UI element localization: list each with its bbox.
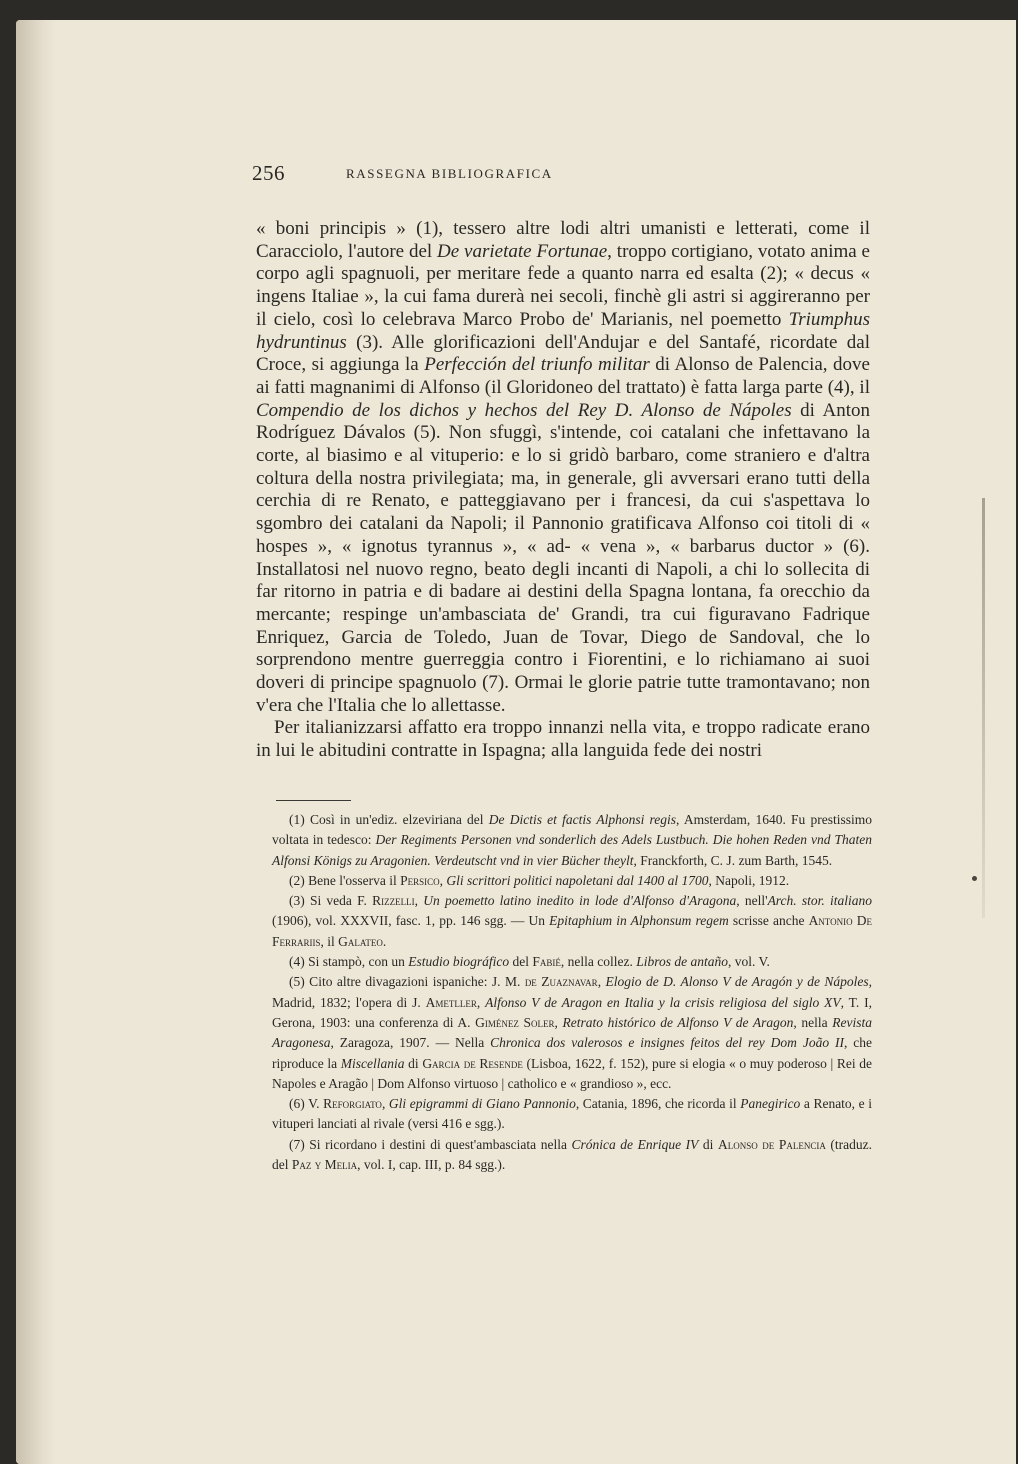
text-run: (5) Cito altre divagazioni ispaniche: J. M. bbox=[289, 974, 525, 990]
title-run: Der Regiments Personen vnd sonderlich des Adels Lustbuch. Die hohen Reden vnd Thaten Alfonsi Königs zu Aragonien. Verdeutscht vnd in vier Bücher theylt bbox=[272, 832, 872, 868]
title-run: Perfección del triunfo militar bbox=[424, 354, 650, 376]
margin-mark bbox=[982, 498, 985, 918]
title-run: Retrato histórico de Alfonso V de Aragon bbox=[562, 1014, 794, 1030]
author-run: Giménez Soler bbox=[475, 1014, 555, 1030]
text-run: , nella bbox=[793, 1014, 833, 1030]
author-run: Galateo bbox=[338, 933, 383, 949]
text-run: (2) Bene l'osserva il bbox=[289, 872, 401, 888]
running-title: RASSEGNA BIBLIOGRAFICA bbox=[346, 166, 553, 181]
text-run: scrisse anche bbox=[728, 913, 809, 929]
title-run: Libros de antaño bbox=[636, 954, 728, 970]
text-run: , nella collez. bbox=[560, 954, 637, 970]
text-run: , Catania, 1896, che ricorda il bbox=[575, 1096, 741, 1112]
text-run: , Madrid, 1832; l'opera di J. bbox=[272, 974, 873, 1010]
text-run: (7) Si ricordano i destini di quest'ambasciata nella bbox=[289, 1136, 572, 1152]
text-run: , bbox=[597, 974, 606, 990]
text-run: , Zaragoza, 1907. — Nella bbox=[330, 1035, 491, 1051]
paragraph-1 bbox=[256, 218, 870, 717]
author-run: Ametller bbox=[425, 994, 477, 1010]
title-run: Gli scrittori politici napoletani dal 1400 al 1700 bbox=[446, 872, 709, 888]
author-run: Alonso de Palencia bbox=[717, 1136, 826, 1152]
title-run: Alfonso V de Aragon en Italia y la crisis religiosa del siglo XV bbox=[485, 994, 841, 1010]
text-run: (6) V. bbox=[289, 1096, 324, 1112]
text-run: , bbox=[554, 1014, 563, 1030]
footnote-4 bbox=[272, 952, 872, 972]
title-run: Elogio de D. Alonso V de Aragón y de Nápoles bbox=[605, 974, 869, 990]
text-run: , il bbox=[320, 933, 339, 949]
author-run: Garcia de Resende bbox=[422, 1055, 523, 1071]
author-run: Paz y Melia bbox=[291, 1157, 358, 1173]
author-run: Persico bbox=[400, 872, 440, 888]
page-number: 256 bbox=[252, 161, 285, 185]
title-run: Miscellania bbox=[340, 1055, 405, 1071]
title-run: Revista Aragonesa bbox=[272, 1014, 873, 1051]
title-run: Un poemetto latino inedito in lode d'Alfonso d'Aragona bbox=[423, 893, 737, 909]
page-edge-shadow bbox=[16, 20, 56, 1464]
text-run: a Renato, e i vituperi lanciati al rivale (versi 416 e sgg.). bbox=[272, 1096, 872, 1132]
author-run: Fabié bbox=[532, 954, 561, 970]
text-run: , Franckforth, C. J. zum Barth, 1545. bbox=[633, 852, 833, 868]
title-run: Crónica de Enrique IV bbox=[571, 1136, 699, 1152]
author-run: Reforgiato bbox=[323, 1096, 382, 1112]
author-run: Antonio De Ferrariis bbox=[272, 913, 873, 949]
text-run: , bbox=[439, 872, 447, 888]
text-run: , T. I, Gerona, 1903: una conferenza di A. bbox=[272, 994, 872, 1030]
ink-dot bbox=[972, 876, 977, 881]
text-run: , bbox=[414, 893, 424, 909]
text-run: , Napoli, 1912. bbox=[708, 872, 790, 888]
text-run: di Alonso de Palencia, dove ai fatti magnanimi di Alfonso (il Gloridoneo del trattato) è fatta larga parte (4), il bbox=[256, 354, 870, 398]
text-run: di bbox=[404, 1055, 423, 1071]
footnote-rule bbox=[276, 800, 351, 801]
text-run: « boni principis » (1), tessero altre lodi altri umanisti e letterati, come il Caracciolo, l'autore del bbox=[256, 218, 870, 262]
footnote-7 bbox=[272, 1135, 872, 1176]
text-run: , vol. I, cap. III, p. 84 sgg.). bbox=[357, 1157, 506, 1173]
text-run: (3). Alle glorificazioni dell'Andujar e del Santafé, ricordate dal Croce, si aggiunga la bbox=[256, 331, 870, 376]
title-run: Compendio de los dichos y hechos del Rey D. Alonso de Nápoles bbox=[256, 399, 792, 421]
title-run: Triumphus hydruntinus bbox=[256, 308, 870, 353]
text-run: di bbox=[698, 1136, 718, 1152]
text-run: (1) Così in un'ediz. elzeviriana del bbox=[289, 812, 489, 827]
text-run: , nell' bbox=[736, 893, 768, 909]
title-run: Panegirico bbox=[740, 1096, 801, 1112]
text-run: . bbox=[382, 933, 387, 949]
title-run: De varietate Fortunae bbox=[437, 240, 608, 262]
title-run: Gli epigrammi di Giano Pannonio bbox=[388, 1096, 576, 1112]
text-run: , vol. V. bbox=[728, 954, 770, 970]
title-run: Chronica dos valerosos e insignes feitos del rey Dom João II bbox=[490, 1035, 844, 1051]
author-run: de Zuaznavar bbox=[524, 974, 598, 990]
title-run: De Dictis et factis Alphonsi regis bbox=[488, 812, 677, 827]
footnote-3 bbox=[272, 891, 872, 952]
footnote-6 bbox=[272, 1094, 872, 1135]
text-run: , Amsterdam, 1640. Fu prestissimo voltata in tedesco: bbox=[272, 812, 872, 848]
text-run: di Anton Rodríguez Dávalos (5). Non sfuggì, s'intende, coi catalani che infettavano la corte, al biasimo e al vituperio: e lo si gridò barbaro, come straniero e d'altra coltura della nostra privilegiata; ma, in generale, gli avversari erano tutti della cerchia di re Renato, e patteggiavano per i francesi, da cui s'aspettava lo sgombro dei catalani da Napoli; il Pannonio gratificava Alfonso coi titoli di « hospes », « ignotus tyrannus », « ad- « vena », « barbarus ductor » (6). Installatosi nel nuovo regno, beato degli incanti di Napoli, a chi lo sollecita di far ritorno in patria e di badare ai destini della Spagna lontana, fa orecchio da mercante; respinge un'ambasciata de' Grandi, tra cui figuravano Fadrique Enriquez, Garcia de Toledo, Juan de Tovar, Diego de Sandoval, che lo sorprendono mentre guerreggia contro i Fiorentini, e lo richiamano ai suoi doveri di principe spagnuolo (7). Ormai le glorie patrie tutte tramontavano; non v'era che l'Italia che lo allettasse. bbox=[256, 399, 870, 716]
text-run: (4) Si stampò, con un bbox=[289, 954, 409, 970]
text-run: , troppo cortigiano, votato anima e corpo agli spagnuoli, per meritare fede a quanto narra ed esalta (2); « decus « ingens Italiae », la cui fama durerà nei secoli, finchè gli astri si aggireranno per il cielo, così lo celebrava Marco Probo de' Marianis, nel poemetto bbox=[256, 240, 870, 330]
footnote-2 bbox=[272, 871, 872, 891]
paragraph-2: Per italianizzarsi affatto era troppo innanzi nella vita, e troppo radicate erano in lui le abitudini contratte in Ispagna; alla languida fede dei nostri bbox=[256, 717, 870, 762]
main-text bbox=[256, 218, 870, 763]
text-run: (1906), vol. XXXVII, fasc. 1, pp. 146 sgg. — Un bbox=[272, 913, 550, 929]
text-run: , bbox=[476, 994, 486, 1010]
title-run: Arch. stor. italiano bbox=[767, 893, 873, 909]
text-run: (3) Si veda F. bbox=[289, 893, 373, 909]
text-run: del bbox=[509, 954, 533, 970]
footnotes bbox=[272, 810, 872, 1175]
text-run: , che riproduce la bbox=[272, 1035, 873, 1071]
title-run: Estudio biográfico bbox=[408, 954, 510, 970]
footnote-1 bbox=[272, 810, 872, 871]
page-header bbox=[252, 161, 872, 187]
footnote-5 bbox=[272, 972, 872, 1094]
text-run: (Lisboa, 1622, f. 152), pure si elogia « o muy poderoso | Rei de Napoles e Aragão | Dom Alfonso virtuoso | catholico e « grandioso », ecc. bbox=[272, 1055, 873, 1091]
text-run: (traduz. del bbox=[272, 1136, 872, 1173]
book-page bbox=[16, 20, 1016, 1464]
author-run: Rizzelli bbox=[372, 893, 415, 909]
title-run: Epitaphium in Alphonsum regem bbox=[549, 913, 729, 929]
text-run: , bbox=[381, 1096, 389, 1112]
